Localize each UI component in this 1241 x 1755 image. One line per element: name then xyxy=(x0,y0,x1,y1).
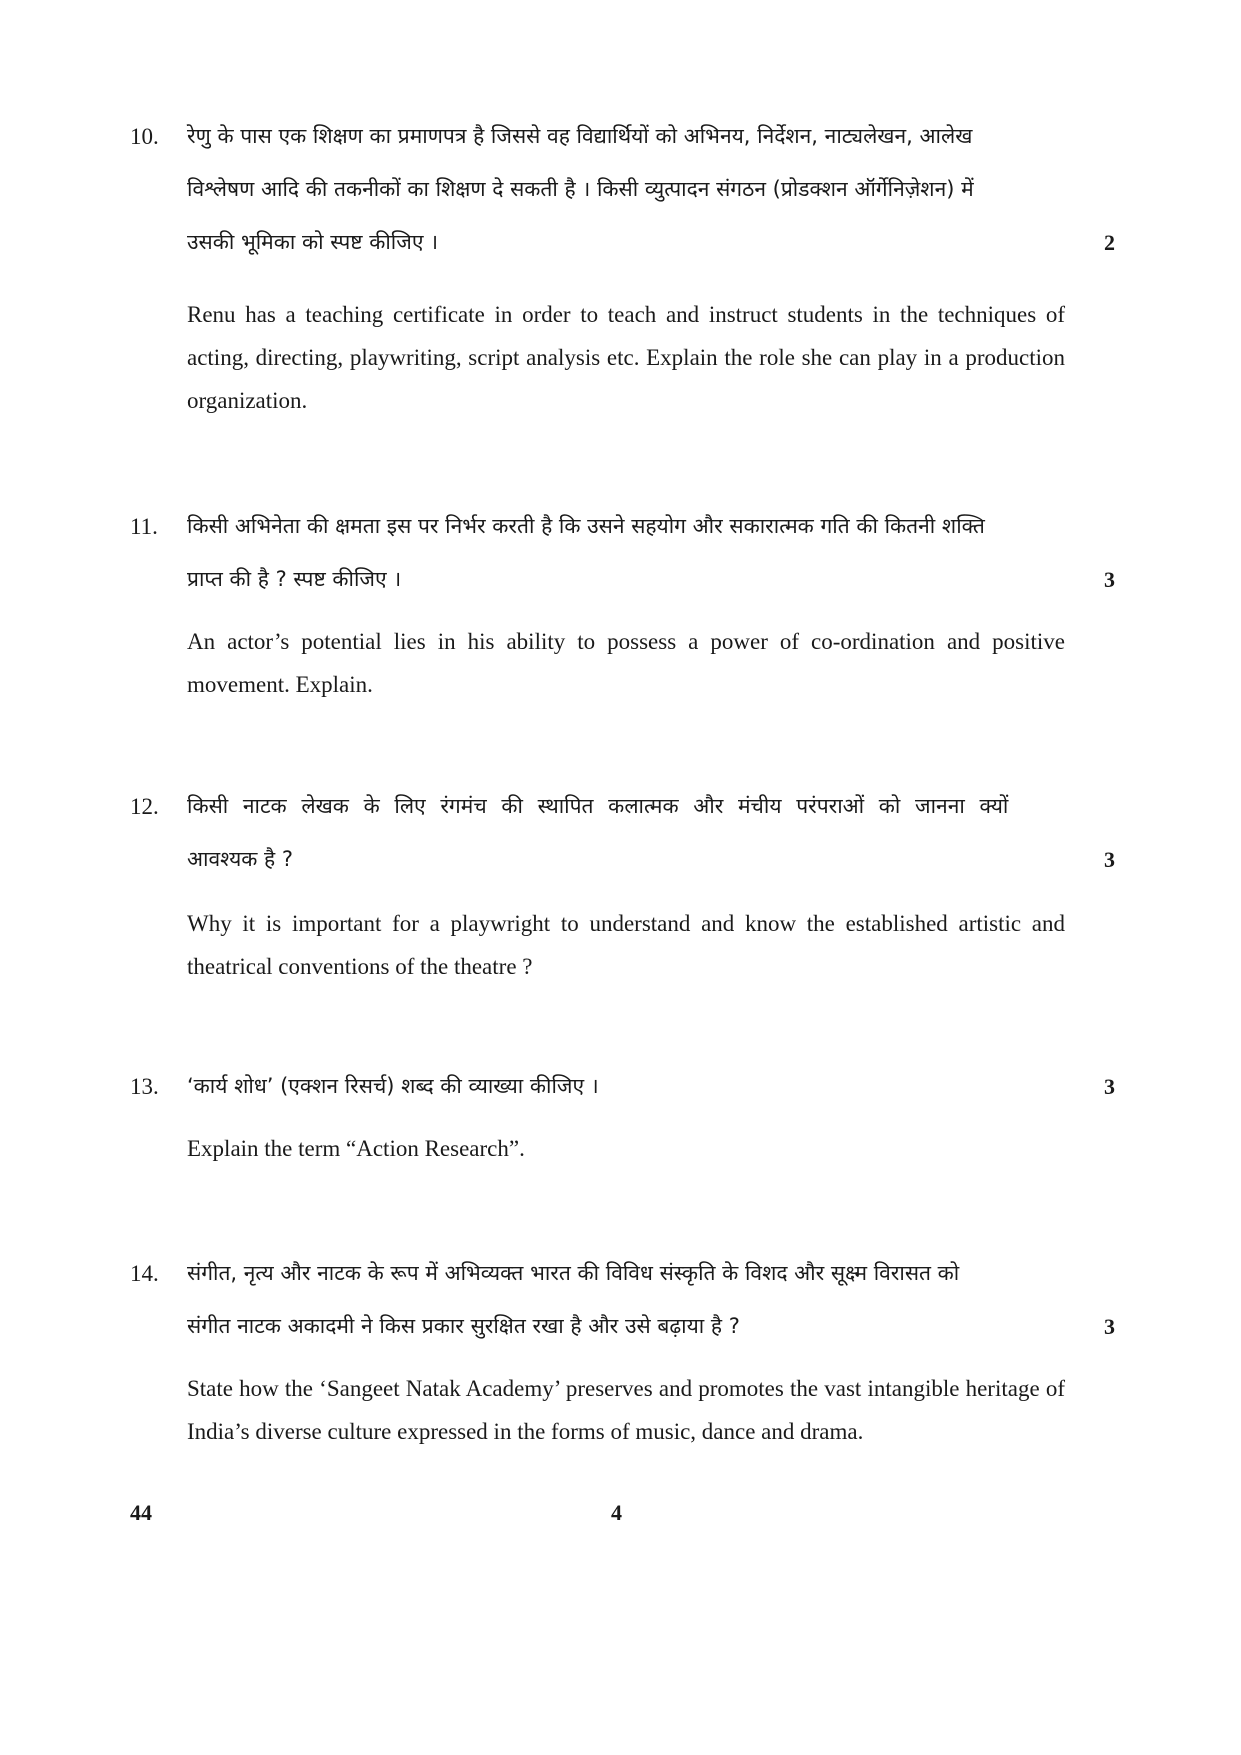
marks: 3 xyxy=(1104,847,1115,872)
hindi-line: संगीत नाटक अकादमी ने किस प्रकार सुरक्षित रखा है और उसे बढ़ाया है ? xyxy=(187,1314,740,1338)
hindi-line: उसकी भूमिका को स्पष्ट कीजिए । xyxy=(187,230,439,254)
question-hindi-text xyxy=(187,1060,1065,1113)
hindi-line: ‘कार्य शोध’ (एक्शन रिसर्च) शब्द की व्याख्या कीजिए । xyxy=(187,1074,599,1098)
question-number: 14. xyxy=(130,1261,159,1286)
paper-code: 44 xyxy=(130,1500,152,1525)
question-number: 10. xyxy=(130,124,159,149)
hindi-line: आवश्यक है ? xyxy=(187,847,294,871)
question-number: 11. xyxy=(130,514,158,539)
marks: 3 xyxy=(1104,1074,1115,1099)
hindi-line: रेणु के पास एक शिक्षण का प्रमाणपत्र है जिससे वह विद्यार्थियों को अभिनय, निर्देशन, नाट्यलेखन, आलेख xyxy=(187,124,973,148)
hindi-line: संगीत, नृत्य और नाटक के रूप में अभिव्यक्त भारत की विविध संस्कृति के विशद और सूक्ष्म विरासत को xyxy=(187,1261,960,1285)
question-english-text: State how the ‘Sangeet Natak Academy’ preserves and promotes the vast intangible heritage of India’s diverse culture expressed in the forms of music, dance and drama. xyxy=(187,1376,1065,1444)
hindi-line: किसी नाटक लेखक के लिए रंगमंच की स्थापित कलात्मक और मंचीय परंपराओं को जानना क्यों xyxy=(187,794,1009,818)
hindi-line: किसी अभिनेता की क्षमता इस पर निर्भर करती है कि उसने सहयोग और सकारात्मक गति की कितनी शक्ति xyxy=(187,514,985,538)
question-hindi-text xyxy=(187,780,1065,886)
question-hindi-text xyxy=(187,110,1065,269)
question-hindi-text xyxy=(187,500,1065,606)
question-english-text: Why it is important for a playwright to understand and know the established artistic and theatrical conventions of the theatre ? xyxy=(187,911,1065,979)
hindi-line: विश्लेषण आदि की तकनीकों का शिक्षण दे सकती है । किसी व्युत्पादन संगठन (प्रोडक्शन ऑर्गेनिज़ेशन) में xyxy=(187,177,974,201)
marks: 2 xyxy=(1104,230,1115,255)
question-hindi-text xyxy=(187,1247,1065,1353)
page-number: 4 xyxy=(611,1500,622,1525)
marks: 3 xyxy=(1104,567,1115,592)
question-english-text: Renu has a teaching certificate in order to teach and instruct students in the techniques of acting, directing, playwriting, script analysis etc. Explain the role she can play in a production organization. xyxy=(187,302,1065,413)
marks: 3 xyxy=(1104,1314,1115,1339)
question-english-text: An actor’s potential lies in his ability to possess a power of co-ordination and positive movement. Explain. xyxy=(187,629,1065,697)
question-number: 12. xyxy=(130,794,159,819)
hindi-line: प्राप्त की है ? स्पष्ट कीजिए । xyxy=(187,567,402,591)
question-english-text: Explain the term “Action Research”. xyxy=(187,1136,525,1161)
question-number: 13. xyxy=(130,1074,159,1099)
